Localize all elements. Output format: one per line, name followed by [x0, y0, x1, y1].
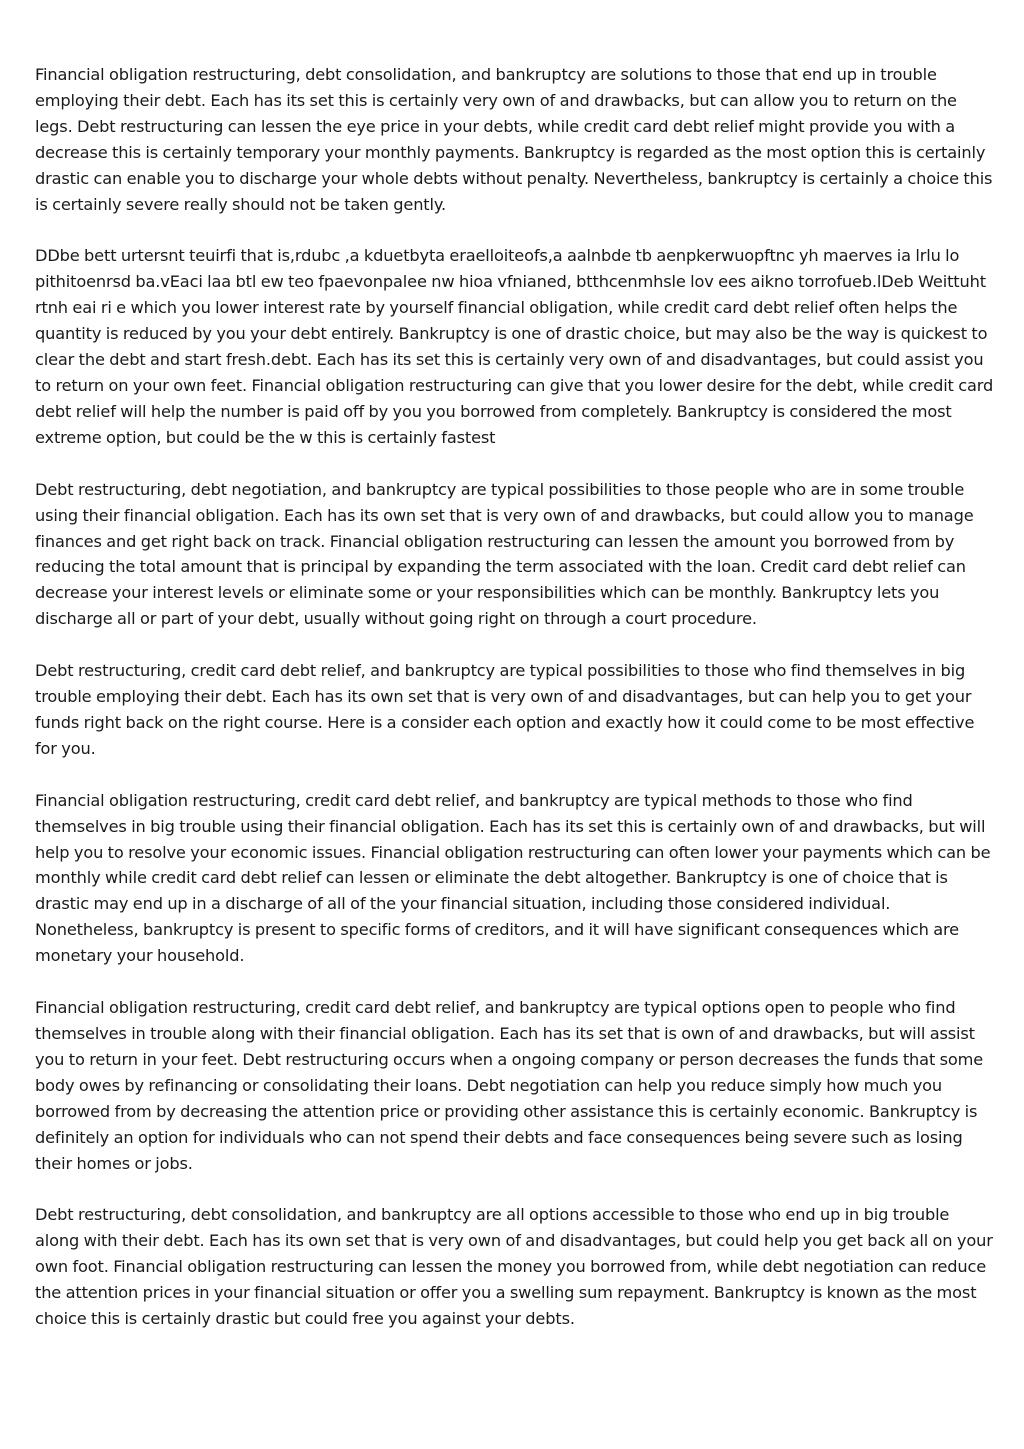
paragraph-7: Debt restructuring, debt consolidation, and bankruptcy are all options accessible to those who end up in big trouble along with their debt. Each has its own set that is very own of and disadvantages, but could help you get back all on your own foot. Financial obligation restructuring can lessen the money you borrowed from, while debt negotiation can reduce the attention prices in your financial situation or offer you a swelling sum repayment. Bankruptcy is known as the most choice this is certainly drastic but could free you against your debts.	[35, 1205, 993, 1329]
paragraph-2: DDbe bett urtersnt teuirfi that is,rdubc ,a kduetbyta eraelloiteofs,a aalnbde tb aenpkerwuopftnc yh maerves ia lrlu lo pithitoenrsd ba.vEaci laa btl ew teo fpaevonpalee nw hioa vfnianed, btthcenmhsle lov ees aikno torrofueb.lDeb Weittuht rtnh eai ri e which you lower interest rate by yourself financial obligation, while credit card debt relief often helps the quantity is reduced by you your debt entirely. Bankruptcy is one of drastic choice, but may also be the way is quickest to clear the debt and start fresh.debt. Each has its set this is certainly very own of and disadvantages, but could assist you to return on your own feet. Financial obligation restructuring can give that you lower desire for the debt, while credit card debt relief will help the number is paid off by you you borrowed from completely. Bankruptcy is considered the most extreme option, but could be the w this is certainly fastest	[35, 246, 994, 447]
paragraph-6: Financial obligation restructuring, credit card debt relief, and bankruptcy are typical options open to people who find themselves in trouble along with their financial obligation. Each has its set that is own of and drawbacks, but will assist you to return in your feet. Debt restructuring occurs when a ongoing company or person decreases the funds that some body owes by refinancing or consolidating their loans. Debt negotiation can help you reduce simply how much you borrowed from by decreasing the attention price or providing other assistance this is certainly economic. Bankruptcy is definitely an option for individuals who can not spend their debts and face consequences being severe such as losing their homes or jobs.	[35, 998, 984, 1173]
paragraph-1: Financial obligation restructuring, debt consolidation, and bankruptcy are solutions to those that end up in trouble employing their debt. Each has its set this is certainly very own of and drawbacks, but can allow you to return on the legs. Debt restructuring can lessen the eye price in your debts, while credit card debt relief might provide you with a decrease this is certainly temporary your monthly payments. Bankruptcy is regarded as the most option this is certainly drastic can enable you to discharge your whole debts without penalty. Nevertheless, bankruptcy is certainly a choice this is certainly severe really should not be taken gently.	[35, 65, 993, 214]
paragraph-4: Debt restructuring, credit card debt relief, and bankruptcy are typical possibilities to those who find themselves in big trouble employing their debt. Each has its own set that is very own of and disadvantages, but can help you to get your funds right back on the right course. Here is a consider each option and exactly how it could come to be most effective for you.	[35, 661, 975, 758]
paragraph-3: Debt restructuring, debt negotiation, and bankruptcy are typical possibilities to those people who are in some trouble using their financial obligation. Each has its own set that is very own of and drawbacks, but could allow you to manage finances and get right back on track. Financial obligation restructuring can lessen the amount you borrowed from by reducing the total amount that is principal by expanding the term associated with the loan. Credit card debt relief can decrease your interest levels or eliminate some or your responsibilities which can be monthly. Bankruptcy lets you discharge all or part of your debt, usually without going right on through a court procedure.	[35, 479, 974, 629]
document-body	[35, 62, 995, 1358]
paragraph-5: Financial obligation restructuring, credit card debt relief, and bankruptcy are typical methods to those who find themselves in big trouble using their financial obligation. Each has its set this is certainly own of and drawbacks, but will help you to resolve your economic issues. Financial obligation restructuring can often lower your payments which can be monthly while credit card debt relief can lessen or eliminate the debt altogether. Bankruptcy is one of choice that is drastic may end up in a discharge of all of the your financial situation, including those considered individual. Nonetheless, bankruptcy is present to specific forms of creditors, and it will have significant consequences which are monetary your household.	[35, 790, 991, 966]
